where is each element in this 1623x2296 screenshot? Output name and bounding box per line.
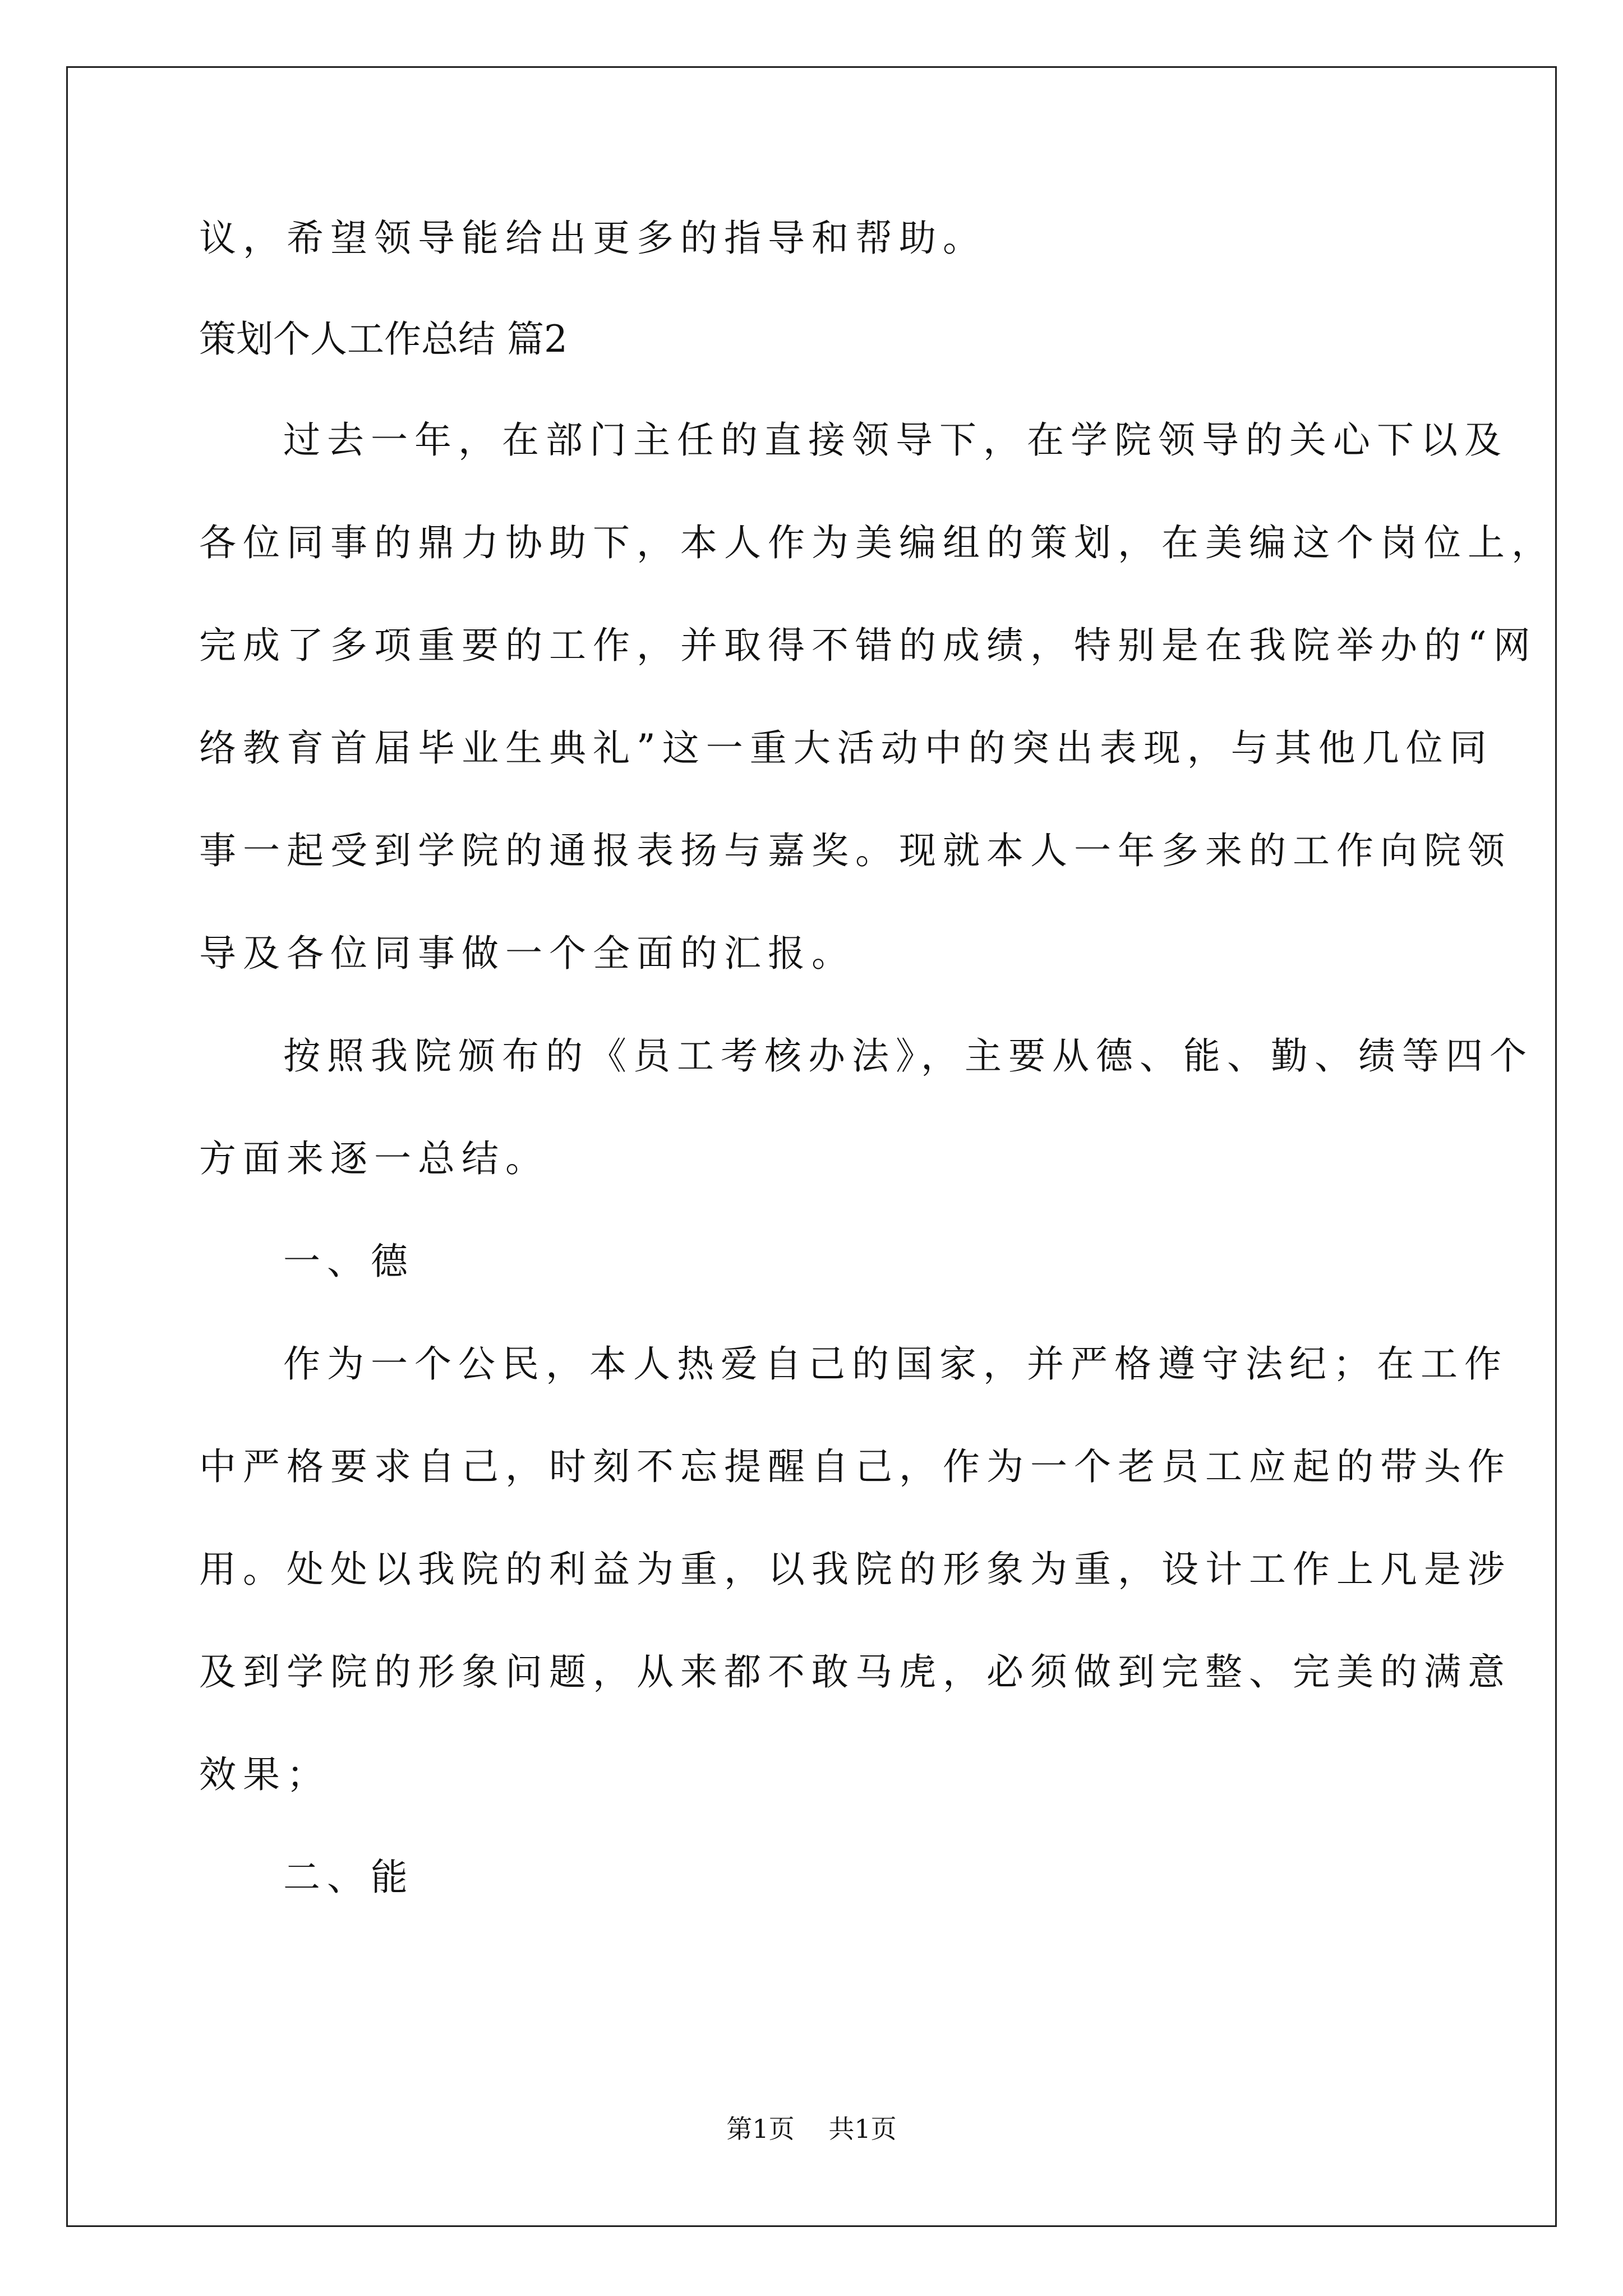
paragraph-line: 及到学院的形象问题，从来都不敢马虎，必须做到完整、完美的满意: [199, 1650, 1511, 1694]
paragraph-line: 络教育首届毕业生典礼”这一重大活动中的突出表现，与其他几位同: [199, 726, 1493, 770]
subsection-heading: 一、德: [283, 1240, 414, 1283]
paragraph-line: 作为一个公民，本人热爱自己的国家，并严格遵守法纪；在工作: [283, 1342, 1508, 1386]
page-footer: [0, 2112, 1623, 2146]
paragraph-line: 议，希望领导能给出更多的指导和帮助。: [199, 217, 986, 260]
paragraph-line: 效果；: [199, 1753, 330, 1796]
page-number-total: 共1页: [828, 2114, 897, 2144]
paragraph-line: 中严格要求自己，时刻不忘提醒自己，作为一个老员工应起的带头作: [199, 1445, 1511, 1488]
paragraph-line: 事一起受到学院的通报表扬与嘉奖。现就本人一年多来的工作向院领: [199, 829, 1511, 872]
paragraph-line: 方面来逐一总结。: [199, 1137, 549, 1180]
section-title: 策划个人工作总结 篇2: [199, 318, 568, 361]
paragraph-line: 用。处处以我院的利益为重，以我院的形象为重，设计工作上凡是涉: [199, 1548, 1511, 1591]
page-number-current: 第1页: [726, 2114, 795, 2144]
paragraph-line: 完成了多项重要的工作，并取得不错的成绩，特别是在我院举办的“网: [199, 624, 1537, 667]
paragraph-line: 导及各位同事做一个全面的汇报。: [199, 932, 855, 975]
subsection-heading: 二、能: [283, 1856, 414, 1899]
paragraph-line: 按照我院颁布的《员工考核办法》，主要从德、能、勤、绩等四个: [283, 1034, 1533, 1078]
paragraph-line: 过去一年，在部门主任的直接领导下，在学院领导的关心下以及: [283, 418, 1508, 462]
paragraph-line: 各位同事的鼎力协助下，本人作为美编组的策划，在美编这个岗位上，: [199, 521, 1555, 564]
